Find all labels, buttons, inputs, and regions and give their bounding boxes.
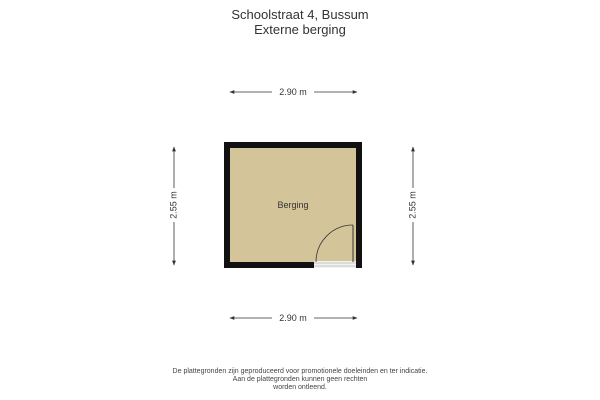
disclaimer bbox=[0, 368, 600, 392]
address-title: Schoolstraat 4, Bussum bbox=[231, 7, 369, 22]
room-label: Berging bbox=[277, 200, 309, 210]
disclaimer-line-3: worden ontleend. bbox=[273, 384, 327, 391]
room-berging bbox=[224, 142, 362, 268]
plan-subtitle: Externe berging bbox=[254, 22, 346, 37]
dimension-bottom-label: 2.90 m bbox=[279, 313, 307, 323]
disclaimer-line-2: Aan de plattegronden kunnen geen rechten bbox=[232, 376, 368, 383]
dimension-right bbox=[407, 147, 417, 265]
dimension-right-label: 2.55 m bbox=[407, 191, 418, 219]
disclaimer-line-1: De plattegronden zijn geproduceerd voor promotionele doeleinden en ter indicatie. bbox=[172, 368, 428, 375]
dimension-left bbox=[168, 147, 178, 265]
dimension-top bbox=[230, 87, 357, 97]
dimension-top-label: 2.90 m bbox=[279, 87, 307, 97]
door-opening bbox=[314, 261, 356, 268]
dimension-bottom bbox=[230, 313, 357, 323]
dimension-left-label: 2.55 m bbox=[168, 191, 179, 219]
